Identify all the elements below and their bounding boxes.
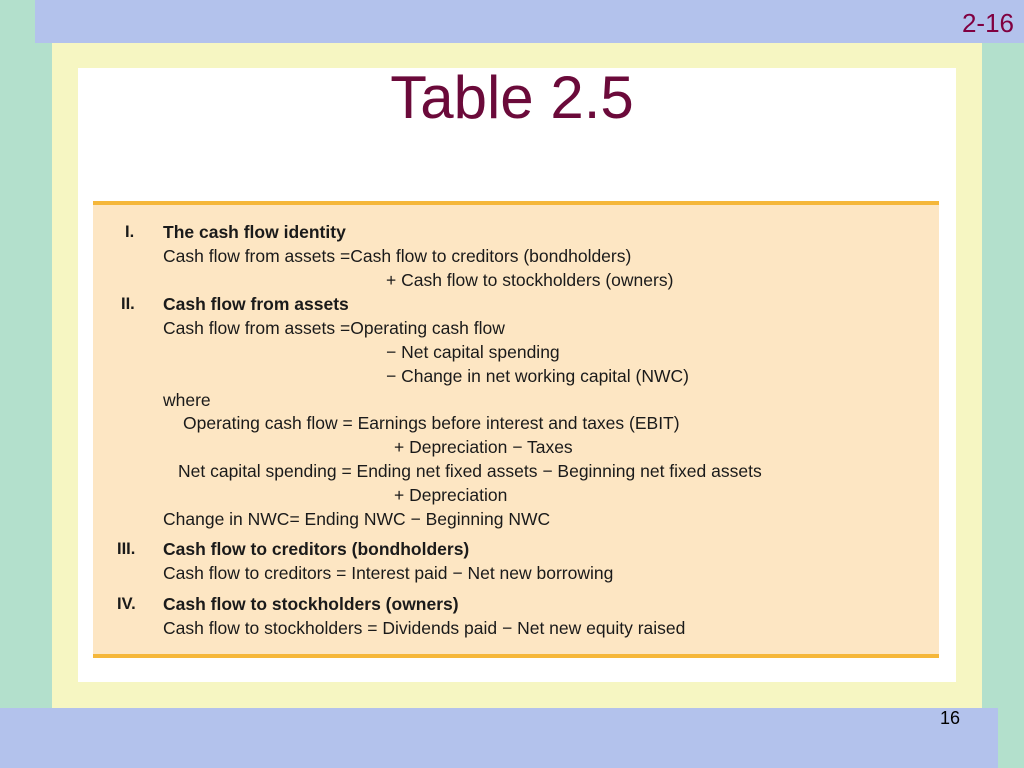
table-line: + Cash flow to stockholders (owners) (386, 270, 674, 290)
table-line: − Net capital spending (386, 342, 560, 362)
table-line: Operating cash flow = Earnings before interest and taxes (EBIT) (183, 413, 680, 433)
cash-flow-table (93, 201, 939, 658)
section-heading: Cash flow to stockholders (owners) (163, 594, 459, 614)
slide-title: Table 2.5 (390, 64, 634, 131)
section-heading: Cash flow to creditors (bondholders) (163, 539, 470, 559)
slide-label: 2-16 (961, 8, 1014, 38)
section-numeral: IV. (117, 595, 136, 613)
table-line: where (163, 390, 211, 410)
background-bottom-left-band (0, 724, 52, 768)
table-line: Cash flow to stockholders = Dividends paid − Net new equity raised (163, 618, 686, 638)
section-heading: Cash flow from assets (163, 294, 349, 314)
table-line: Change in NWC= Ending NWC − Beginning NWC (163, 509, 551, 529)
table-line: Net capital spending = Ending net fixed assets − Beginning net fixed assets (178, 461, 762, 481)
background-bottom-band (0, 708, 998, 768)
table-line: + Depreciation (394, 485, 508, 505)
table-line: Cash flow from assets =Operating cash flow (163, 318, 505, 338)
section-numeral: II. (121, 295, 135, 313)
page-number: 16 (940, 708, 961, 728)
table-line: Cash flow from assets =Cash flow to creditors (bondholders) (163, 246, 632, 266)
table-line: Cash flow to creditors = Interest paid − Net new borrowing (163, 563, 614, 583)
section-heading: The cash flow identity (163, 222, 346, 242)
section-numeral: I. (125, 223, 135, 241)
table-line: + Depreciation − Taxes (394, 437, 573, 457)
section-numeral: III. (117, 540, 136, 558)
table-line: − Change in net working capital (NWC) (386, 366, 689, 386)
background-top-band (35, 0, 1024, 43)
